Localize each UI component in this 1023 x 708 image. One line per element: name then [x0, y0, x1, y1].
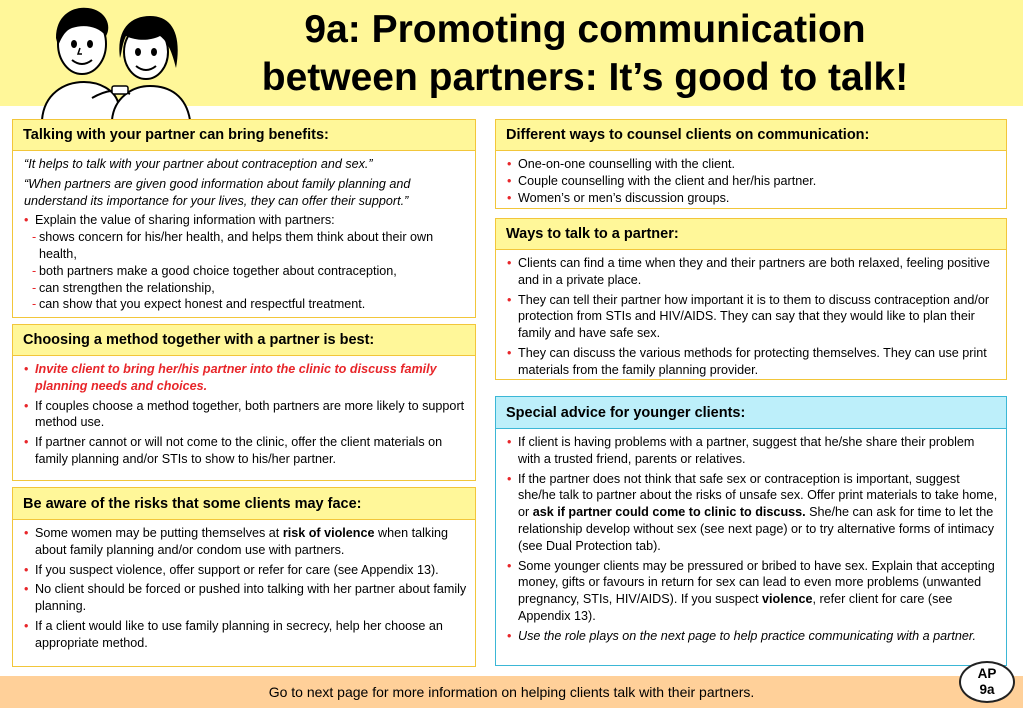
ways-counsel-body — [496, 151, 1006, 206]
invite-partner-text: Invite client to bring her/his partner into the clinic to discuss family planning needs and choices. — [35, 362, 437, 393]
choosing-body — [13, 356, 475, 468]
benefits-bullet-text: Explain the value of sharing information with partners: — [35, 213, 335, 228]
title-line-2: between partners: It’s good to talk! — [261, 56, 909, 99]
list-item: • No client should be forced or pushed into talking with her partner about family planning. — [24, 581, 467, 615]
younger-item-3-post: , refer client for care (see Appendix 13). — [518, 592, 953, 623]
list-item — [507, 558, 998, 625]
list-item: • If partner cannot or will not come to the clinic, offer the client materials on family planning and/or STIs to show to his/her partner. — [24, 434, 467, 468]
benefits-bullet — [24, 212, 467, 229]
choosing-heading: Choosing a method together with a partner is best: — [13, 325, 475, 356]
risks-box — [12, 487, 476, 667]
badge-line-2: 9a — [979, 682, 995, 697]
list-item: • Couple counselling with the client and her/his partner. — [507, 173, 998, 190]
ways-talk-heading: Ways to talk to a partner: — [496, 219, 1006, 250]
younger-clients-heading: Special advice for younger clients: — [496, 397, 1006, 429]
list-item — [507, 628, 998, 645]
page-title — [205, 6, 965, 102]
risk-item-1-post: when talking about family planning and/or condom use with partners. — [35, 526, 449, 557]
ask-partner-text: ask if partner could come to clinic to discuss. — [532, 505, 806, 520]
ways-counsel-list — [507, 156, 998, 206]
ways-talk-box — [495, 218, 1007, 380]
ways-counsel-heading: Different ways to counsel clients on communication: — [496, 120, 1006, 151]
choosing-box — [12, 324, 476, 481]
risks-heading: Be aware of the risks that some clients may face: — [13, 488, 475, 520]
benefits-body — [13, 151, 475, 313]
page-badge — [959, 661, 1015, 703]
list-item: • If a client would like to use family planning in secrecy, help her choose an appropriate method. — [24, 618, 467, 652]
list-item: - can show that you expect honest and respectful treatment. — [32, 296, 467, 313]
younger-clients-list — [507, 434, 998, 645]
list-item: • One-on-one counselling with the client. — [507, 156, 998, 173]
list-item: • If client is having problems with a partner, suggest that he/she share their problem with a trusted friend, parents or relatives. — [507, 434, 998, 468]
couple-illustration-icon — [22, 2, 198, 120]
title-line-1: 9a: Promoting communication — [304, 8, 866, 51]
risks-list — [24, 525, 467, 652]
younger-clients-box — [495, 396, 1007, 666]
ways-counsel-box — [495, 119, 1007, 209]
risks-body — [13, 520, 475, 652]
benefits-heading: Talking with your partner can bring benefits: — [13, 120, 475, 151]
role-plays-text: Use the role plays on the next page to help practice communicating with a partner. — [518, 628, 977, 643]
violence-text: violence — [762, 592, 813, 607]
list-item — [24, 525, 467, 559]
benefits-quote-2: “When partners are given good information about family planning and understand its importance for your lives, they can offer their support.” — [24, 176, 411, 208]
risk-of-violence-text: risk of violence — [282, 526, 375, 540]
list-item: - shows concern for his/her health, and helps them think about their own health, — [32, 229, 467, 263]
list-item: • Women’s or men’s discussion groups. — [507, 190, 998, 207]
list-item: • If couples choose a method together, both partners are more likely to support method use. — [24, 398, 467, 432]
badge-line-1: AP — [977, 666, 997, 681]
benefits-quote-1: “It helps to talk with your partner about contraception and sex.” — [24, 157, 373, 171]
list-item: - both partners make a good choice together about contraception, — [32, 263, 467, 280]
ways-talk-list — [507, 255, 998, 379]
risk-item-1-pre: Some women may be putting themselves at — [35, 526, 283, 540]
choosing-list — [24, 361, 467, 468]
list-item: • They can tell their partner how important it is to them to discuss contraception and/or protection from STIs and HIV/AIDS. They can say that they would like to plan their family and have safe sex. — [507, 292, 998, 342]
list-item: • They can discuss the various methods for protecting themselves. They can use print materials from the family planning provider. — [507, 345, 998, 379]
list-item: - can strengthen the relationship, — [32, 280, 467, 297]
benefits-dash-list — [32, 229, 467, 313]
younger-item-2-post: She/he can ask for time to let the relationship develop without sex (see next page) or to try alternative forms of intimacy (see Dual Protection tab). — [518, 505, 994, 553]
footer-note: Go to next page for more information on helping clients talk with their partners. — [268, 684, 755, 700]
younger-item-3-pre: Some younger clients may be pressured or bribed to have sex. Explain that accepting money, gifts or favours in return for sex can lead to even more problems (unwanted pregnancy, STIs, HIV/AIDS). If you suspect — [518, 558, 995, 607]
benefits-box — [12, 119, 476, 318]
list-item — [507, 471, 998, 555]
list-item — [24, 361, 467, 395]
list-item: • Clients can find a time when they and their partners are both relaxed, feeling positive and in a private place. — [507, 255, 998, 289]
list-item: • If you suspect violence, offer support or refer for care (see Appendix 13). — [24, 562, 467, 579]
ways-talk-body — [496, 250, 1006, 379]
benefits-list — [24, 212, 467, 229]
younger-clients-body — [496, 429, 1006, 645]
younger-item-2-pre: If the partner does not think that safe sex or contraception is important, suggest she/he talk to partner about the risks of unsafe sex. Offer print materials to take home, or — [518, 471, 998, 520]
